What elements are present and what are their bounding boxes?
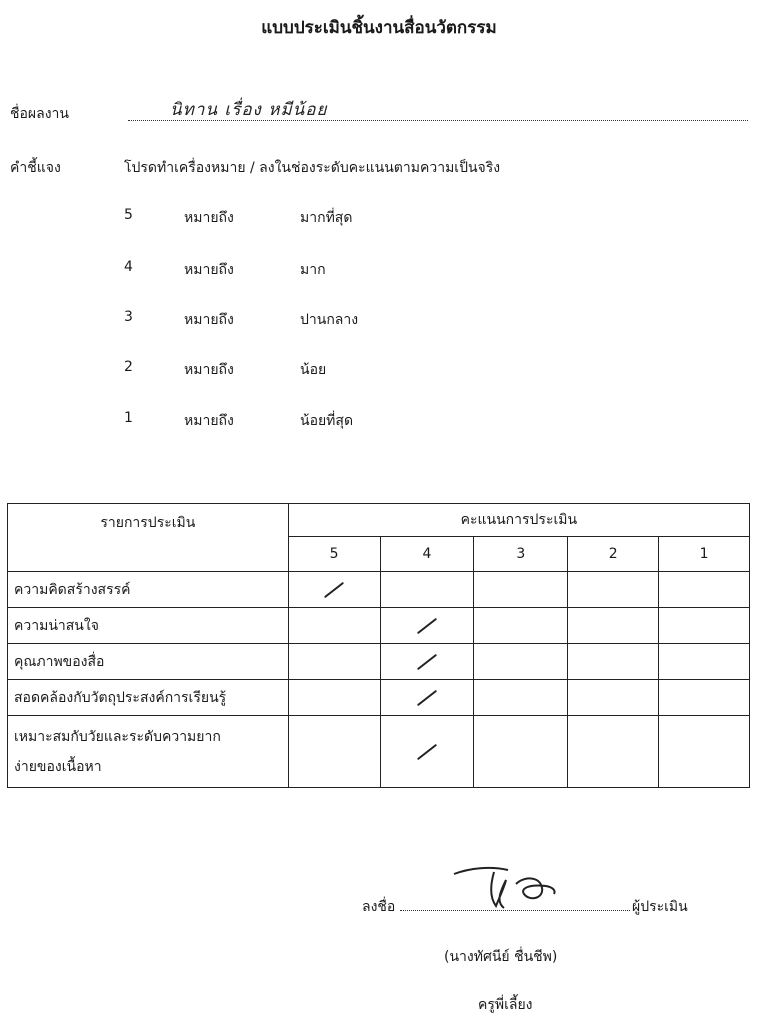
signature-scribble <box>450 862 560 912</box>
scale-score: 3 <box>124 309 133 325</box>
score-cell-1[interactable] <box>659 608 750 644</box>
check-mark <box>417 653 437 669</box>
scale-score: 5 <box>124 207 133 223</box>
evaluator-label: ผู้ประเมิน <box>632 899 688 915</box>
score-cell-1[interactable] <box>659 716 750 788</box>
score-cell-5[interactable] <box>288 572 380 608</box>
scale-score: 1 <box>124 410 133 426</box>
scale-desc: น้อยที่สุด <box>300 413 354 429</box>
scale-means: หมายถึง <box>184 312 234 328</box>
score-cell-3[interactable] <box>474 572 568 608</box>
item-label: ความน่าสนใจ <box>8 608 289 644</box>
table-row <box>8 716 750 788</box>
score-cell-1[interactable] <box>659 644 750 680</box>
instructions-label: คำชี้แจง <box>10 160 61 176</box>
check-mark <box>417 617 437 633</box>
work-name-handwritten: นิทาน เรื่อง หมีน้อย <box>170 100 328 120</box>
score-cell-4[interactable] <box>380 644 474 680</box>
scale-desc: ปานกลาง <box>300 312 359 328</box>
score-column-3: 3 <box>474 537 568 572</box>
table-row <box>8 572 750 608</box>
score-cell-4[interactable] <box>380 608 474 644</box>
item-label-line: ง่ายของเนื้อหา <box>14 758 102 775</box>
evaluation-table <box>7 503 750 788</box>
scale-means: หมายถึง <box>184 362 234 378</box>
item-header: รายการประเมิน <box>8 504 289 572</box>
check-mark <box>324 581 344 597</box>
work-name-label: ชื่อผลงาน <box>10 106 69 122</box>
score-cell-4[interactable] <box>380 680 474 716</box>
scale-desc: มาก <box>300 262 326 278</box>
score-cell-5[interactable] <box>288 608 380 644</box>
table-row <box>8 644 750 680</box>
score-cell-3[interactable] <box>474 716 568 788</box>
score-cell-2[interactable] <box>568 644 659 680</box>
score-cell-2[interactable] <box>568 572 659 608</box>
score-column-2: 2 <box>568 537 659 572</box>
score-cell-3[interactable] <box>474 608 568 644</box>
sign-label: ลงชื่อ <box>362 899 396 915</box>
score-cell-3[interactable] <box>474 644 568 680</box>
score-cell-3[interactable] <box>474 680 568 716</box>
scale-score: 2 <box>124 359 133 375</box>
score-column-1: 1 <box>659 537 750 572</box>
score-cell-2[interactable] <box>568 716 659 788</box>
score-cell-5[interactable] <box>288 716 380 788</box>
scale-means: หมายถึง <box>184 413 234 429</box>
score-header: คะแนนการประเมิน <box>288 504 749 537</box>
score-column-4: 4 <box>380 537 474 572</box>
table-row <box>8 608 750 644</box>
scale-means: หมายถึง <box>184 262 234 278</box>
check-mark <box>417 689 437 705</box>
score-cell-1[interactable] <box>659 680 750 716</box>
item-label-line: เหมาะสมกับวัยและระดับความยาก <box>14 728 221 745</box>
table-row <box>8 680 750 716</box>
item-label: สอดคล้องกับวัตถุประสงค์การเรียนรู้ <box>8 680 289 716</box>
score-column-5: 5 <box>288 537 380 572</box>
scale-score: 4 <box>124 259 133 275</box>
score-cell-4[interactable] <box>380 716 474 788</box>
score-cell-2[interactable] <box>568 608 659 644</box>
evaluator-name: (นางทัศนีย์ ชื่นชีพ) <box>444 949 558 965</box>
item-label: คุณภาพของสื่อ <box>8 644 289 680</box>
instructions-text: โปรดทำเครื่องหมาย / ลงในช่องระดับคะแนนตามความเป็นจริง <box>124 160 501 176</box>
scale-desc: มากที่สุด <box>300 210 353 226</box>
score-cell-1[interactable] <box>659 572 750 608</box>
item-label: ความคิดสร้างสรรค์ <box>8 572 289 608</box>
score-cell-4[interactable] <box>380 572 474 608</box>
scale-means: หมายถึง <box>184 210 234 226</box>
form-title: แบบประเมินชิ้นงานสื่อนวัตกรรม <box>261 18 497 38</box>
score-cell-5[interactable] <box>288 644 380 680</box>
score-cell-2[interactable] <box>568 680 659 716</box>
score-cell-5[interactable] <box>288 680 380 716</box>
item-label <box>8 716 289 788</box>
scale-desc: น้อย <box>300 362 327 378</box>
check-mark <box>417 743 437 759</box>
evaluator-position: ครูพี่เลี้ยง <box>478 997 533 1013</box>
